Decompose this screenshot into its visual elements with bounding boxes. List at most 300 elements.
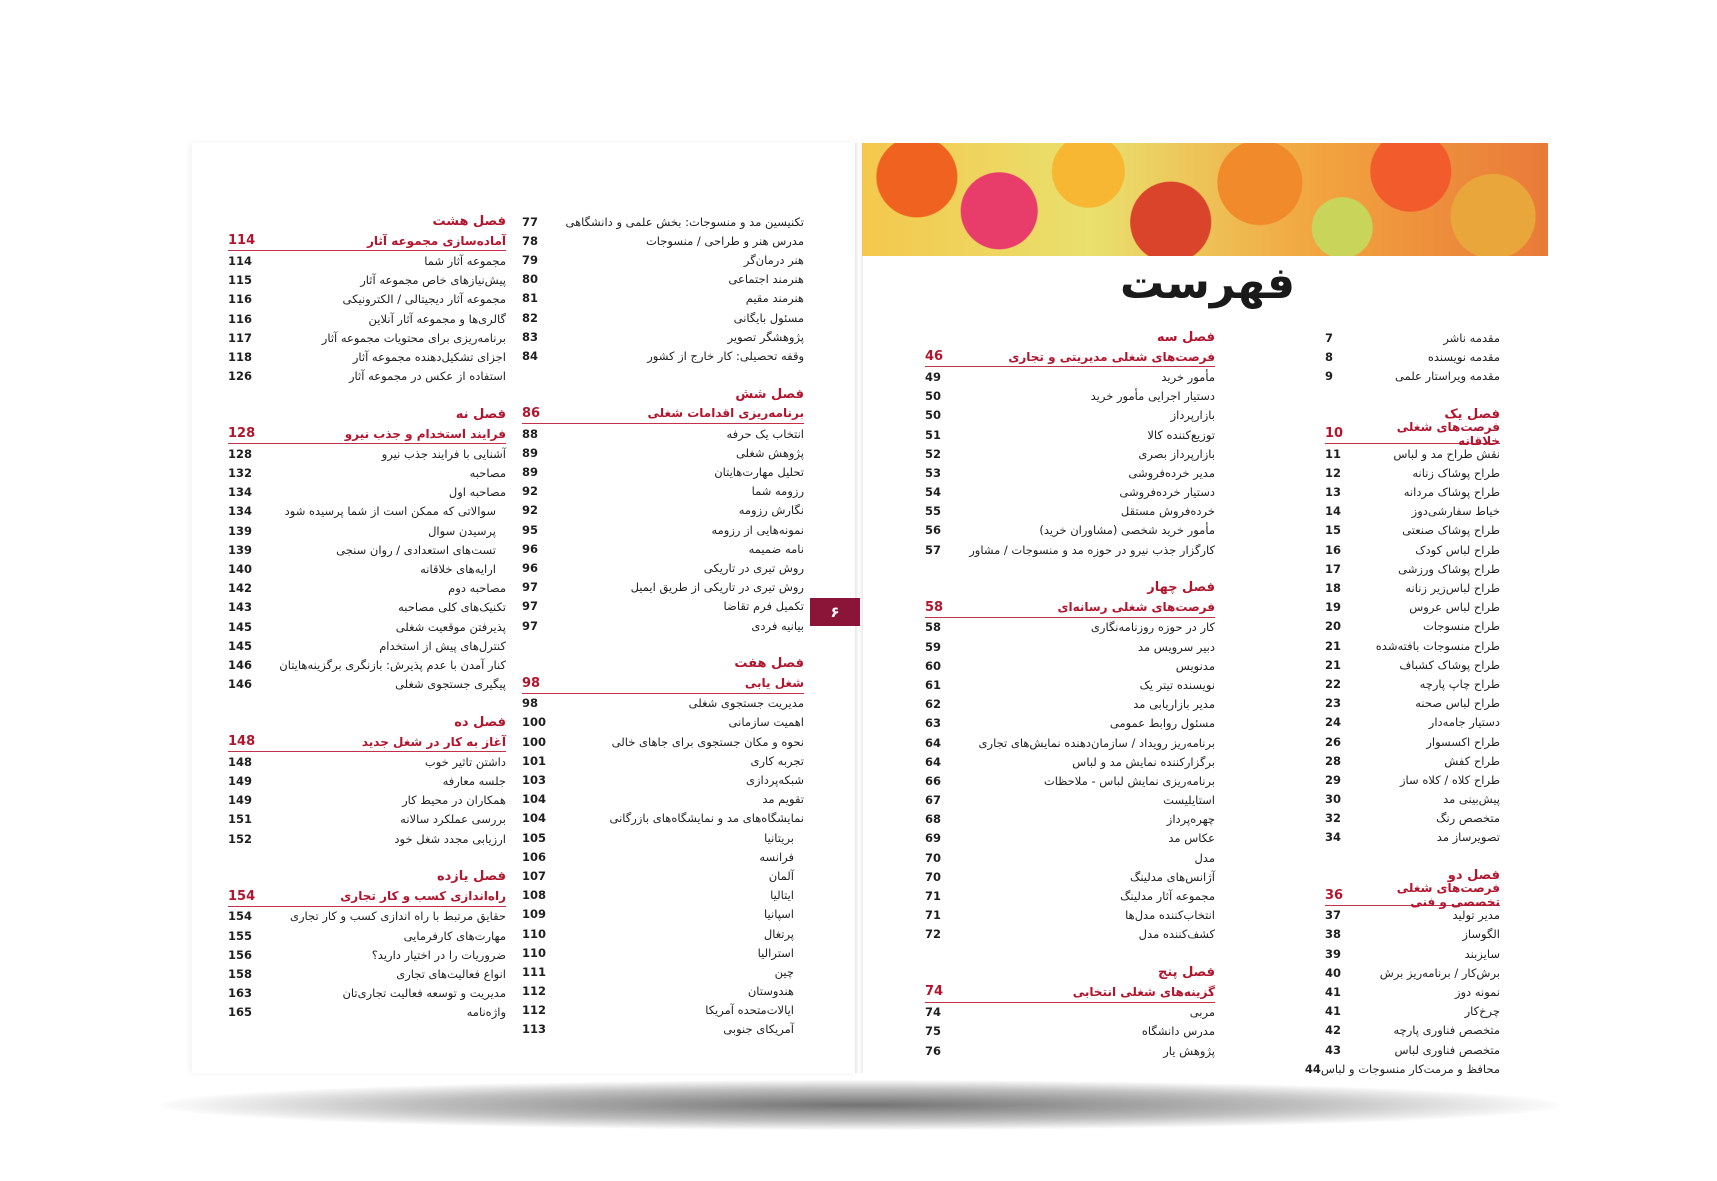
toc-entry-page: 20 — [1325, 619, 1342, 634]
toc-entry-page: 116 — [228, 292, 253, 307]
toc-entry — [522, 212, 804, 231]
toc-entry-title: مدیر بازاریابی مد — [1133, 697, 1215, 712]
toc-entry-title: هنرمند مقیم — [745, 291, 804, 306]
chapter-page-number: 128 — [228, 426, 256, 442]
toc-entry-page: 17 — [1325, 561, 1342, 576]
toc-entry-page: 61 — [925, 677, 942, 692]
toc-entry — [925, 637, 1215, 656]
toc-entry-page: 30 — [1325, 792, 1342, 807]
toc-entry-page: 40 — [1325, 965, 1342, 980]
toc-entry-title: مقدمه ویراستار علمی — [1394, 368, 1500, 383]
toc-entry — [1304, 1059, 1500, 1078]
toc-entry-title: مدرس دانشگاه — [1141, 1024, 1215, 1039]
toc-entry-title: متخصص رنگ — [1436, 811, 1500, 826]
spacer — [228, 386, 506, 405]
toc-entry — [925, 1041, 1215, 1060]
toc-entry-page: 12 — [1325, 465, 1342, 480]
toc-entry — [522, 539, 804, 558]
chapter-page-number: 148 — [228, 734, 256, 750]
toc-entry — [925, 483, 1215, 502]
toc-entry-title: فرانسه — [759, 849, 794, 864]
toc-entry — [228, 655, 506, 674]
toc-entry-title: چین — [774, 964, 794, 979]
toc-entry — [228, 617, 506, 636]
toc-entry-title: مدیر خرده‌فروشی — [1128, 465, 1215, 480]
toc-entry-title: مأمور خرید — [1161, 369, 1215, 384]
chapter-label: فصل پنج — [1157, 965, 1215, 981]
toc-entry-title: طراح لباس صحنه — [1415, 696, 1500, 711]
toc-entry-page: 154 — [228, 909, 253, 924]
page-number-badge: ۶ — [810, 598, 860, 626]
toc-entry — [228, 328, 506, 347]
toc-entry-page: 54 — [925, 485, 942, 500]
chapter-page-number: 154 — [228, 888, 256, 904]
toc-entry-title: تکمیل فرم تقاضا — [723, 599, 804, 614]
chapter-title: فرصت‌های شغلی رسانه‌ای — [1057, 600, 1215, 615]
toc-entry — [1325, 521, 1500, 540]
toc-entry-page: 59 — [925, 639, 942, 654]
toc-entry-title: سایزبند — [1464, 946, 1500, 961]
toc-entry-page: 97 — [522, 599, 539, 614]
toc-entry-title: طراح لباس‌زیر زنانه — [1405, 581, 1500, 596]
toc-entry — [1325, 655, 1500, 674]
chapter-title-row — [228, 424, 506, 444]
toc-entry — [925, 1003, 1215, 1022]
toc-entry-title: گالری‌ها و مجموعه آثار آنلاین — [368, 311, 506, 326]
toc-entry-page: 89 — [522, 445, 539, 460]
toc-entry — [1325, 713, 1500, 732]
chapter-page-number: 114 — [228, 233, 256, 249]
toc-entry-title: روش تیری در تاریکی از طریق ایمیل — [630, 580, 804, 595]
toc-entry — [228, 347, 506, 366]
toc-entry-page: 67 — [925, 793, 942, 808]
toc-entry-title: بیانیه فردی — [751, 618, 804, 633]
toc-entry-title: برش‌کار / برنامه‌ریز برش — [1379, 965, 1500, 980]
toc-entry-page: 41 — [1325, 1004, 1342, 1019]
toc-entry-page: 88 — [522, 426, 539, 441]
chapter-title: فرصت‌های شغلی خلاقانه — [1396, 419, 1500, 448]
toc-entry-page: 139 — [228, 523, 253, 538]
toc-entry-page: 43 — [1325, 1042, 1342, 1057]
toc-entry — [228, 636, 506, 655]
toc-entry-title: محافظ و مرمت‌کار منسوجات و لباس — [1320, 1061, 1500, 1076]
toc-entry-title: متخصص فناوری پارچه — [1393, 1023, 1500, 1038]
spacer — [925, 559, 1215, 578]
toc-entry-title: ارزیابی مجدد شغل خود — [394, 831, 506, 846]
page-title: فهرست — [1120, 258, 1296, 309]
toc-entry-title: ارایه‌های خلاقانه — [420, 561, 496, 576]
toc-entry — [925, 1022, 1215, 1041]
toc-entry-title: خیاط سفارشی‌دوز — [1411, 504, 1500, 519]
chapter-page-number: 74 — [925, 984, 944, 1000]
toc-entry — [1325, 540, 1500, 559]
toc-entry-title: اجزای تشکیل‌دهنده مجموعه آثار — [352, 349, 506, 364]
toc-entry — [925, 521, 1215, 540]
toc-entry-page: 74 — [925, 1005, 942, 1020]
toc-entry — [925, 867, 1215, 886]
toc-entry-title: مدیر تولید — [1452, 908, 1500, 923]
toc-entry-title: طراح پوشاک صنعتی — [1402, 523, 1500, 538]
toc-entry-page: 145 — [228, 619, 253, 634]
toc-entry-page: 96 — [522, 560, 539, 575]
toc-entry-title: آشنایی با فرایند جذب نیرو — [381, 446, 506, 461]
toc-entry — [1325, 483, 1500, 502]
toc-entry — [1325, 674, 1500, 693]
toc-entry-page: 158 — [228, 966, 253, 981]
toc-entry-page: 92 — [522, 503, 539, 518]
toc-entry-title: وقفه تحصیلی: کار خارج از کشور — [647, 348, 804, 363]
toc-entry-title: بازارپرداز — [1170, 408, 1215, 423]
toc-entry-title: رزومه شما — [751, 484, 804, 499]
toc-entry-page: 139 — [228, 542, 253, 557]
chapter-page-number: 86 — [522, 405, 541, 421]
chapter-title: راه‌اندازی کسب و کار تجاری — [340, 889, 506, 904]
toc-entry-title: طراح اکسسوار — [1426, 734, 1500, 749]
toc-entry-title: کار در حوزه روزنامه‌نگاری — [1090, 620, 1215, 635]
chapter-label: فصل دو — [1447, 868, 1500, 884]
toc-column-right-2 — [925, 328, 1215, 1060]
toc-entry — [1325, 790, 1500, 809]
chapter-title: برنامه‌ریزی اقدامات شغلی — [647, 406, 804, 421]
toc-entry-page: 100 — [522, 734, 547, 749]
toc-entry — [522, 751, 804, 770]
toc-entry-page: 140 — [228, 561, 253, 576]
toc-entry-page: 81 — [522, 291, 539, 306]
toc-entry-page: 142 — [228, 581, 253, 596]
toc-entry-title: پژوهشگر تصویر — [727, 329, 804, 344]
toc-entry — [925, 791, 1215, 810]
toc-entry-page: 101 — [522, 753, 547, 768]
toc-entry-title: پیش‌بینی مد — [1443, 792, 1500, 807]
toc-entry — [522, 308, 804, 327]
toc-entry-title: استفاده از عکس در مجموعه آثار — [349, 369, 506, 384]
toc-entry-title: تصویرساز مد — [1436, 830, 1500, 845]
toc-entry — [522, 250, 804, 269]
toc-entry-page: 156 — [228, 947, 253, 962]
toc-entry-title: سوالاتی که ممکن است از شما پرسیده شود — [284, 504, 496, 519]
toc-entry-page: 21 — [1325, 638, 1342, 653]
toc-entry-page: 112 — [522, 984, 547, 999]
toc-entry-title: مجموعه آثار دیجیتالی / الکترونیکی — [342, 292, 506, 307]
toc-entry-page: 92 — [522, 484, 539, 499]
toc-entry-page: 106 — [522, 849, 547, 864]
chapter-title: شغل یابی — [744, 676, 804, 691]
toc-entry — [925, 387, 1215, 406]
toc-entry — [1325, 809, 1500, 828]
toc-entry — [228, 752, 506, 771]
toc-entry-page: 29 — [1325, 772, 1342, 787]
toc-entry-title: انتخاب‌کننده مدل‌ها — [1125, 908, 1215, 923]
toc-entry-page: 7 — [1325, 330, 1334, 345]
toc-entry — [925, 771, 1215, 790]
toc-entry-page: 95 — [522, 522, 539, 537]
toc-entry — [522, 1001, 804, 1020]
chapter-title: آماده‌سازی مجموعه آثار — [366, 233, 506, 248]
chapter-title-row — [228, 887, 506, 907]
toc-entry — [228, 1003, 506, 1022]
toc-entry — [1325, 694, 1500, 713]
toc-entry-title: نامه ضمیمه — [748, 541, 804, 556]
toc-entry-title: مصاحبه اول — [448, 485, 506, 500]
toc-entry-title: دستیار جامه‌دار — [1428, 715, 1500, 730]
toc-entry-page: 98 — [522, 696, 539, 711]
toc-entry — [228, 463, 506, 482]
chapter-title: فرایند استخدام و جذب نیرو — [344, 426, 506, 441]
toc-entry-title: طراح کفش — [1444, 753, 1500, 768]
toc-entry — [228, 598, 506, 617]
toc-entry-page: 97 — [522, 580, 539, 595]
toc-entry — [522, 847, 804, 866]
toc-entry-title: طراح منسوجات — [1422, 619, 1500, 634]
chapter-label: فصل هشت — [432, 214, 506, 229]
toc-entry-title: کنار آمدن با عدم پذیرش: بازنگری برگزینه‌هایتان — [279, 657, 506, 672]
toc-entry-title: همکاران در محیط کار — [402, 793, 506, 808]
toc-entry-page: 53 — [925, 465, 942, 480]
toc-entry-title: مأمور خرید شخصی (مشاوران خرید) — [1039, 523, 1215, 538]
toc-entry — [522, 482, 804, 501]
toc-entry — [228, 964, 506, 983]
toc-entry-page: 96 — [522, 541, 539, 556]
toc-entry-title: آژانس‌های مدلینگ — [1130, 869, 1215, 884]
toc-entry-page: 152 — [228, 831, 253, 846]
chapter-title-row — [228, 732, 506, 752]
toc-entry — [522, 231, 804, 250]
toc-entry-page: 110 — [522, 945, 547, 960]
toc-entry-page: 79 — [522, 252, 539, 267]
toc-entry — [522, 346, 804, 365]
toc-entry-page: 15 — [1325, 523, 1342, 538]
toc-entry — [228, 907, 506, 926]
toc-entry-page: 37 — [1325, 908, 1342, 923]
toc-entry — [1325, 828, 1500, 847]
toc-entry-page: 68 — [925, 812, 942, 827]
toc-entry-title: تقویم مد — [762, 792, 804, 807]
toc-entry-title: طراح پوشاک زنانه — [1412, 465, 1500, 480]
toc-entry-page: 151 — [228, 812, 253, 827]
toc-entry-page: 13 — [1325, 485, 1342, 500]
toc-entry — [522, 1020, 804, 1039]
toc-entry-title: آمریکای جنوبی — [723, 1022, 794, 1037]
chapter-page-number: 10 — [1325, 426, 1344, 442]
toc-entry — [925, 886, 1215, 905]
toc-entry — [228, 791, 506, 810]
book-shadow — [160, 1080, 1560, 1130]
toc-entry-page: 28 — [1325, 753, 1342, 768]
toc-entry — [925, 695, 1215, 714]
toc-entry — [925, 848, 1215, 867]
toc-entry-page: 82 — [522, 310, 539, 325]
toc-entry — [228, 367, 506, 386]
toc-entry-page: 9 — [1325, 368, 1334, 383]
floral-banner-image — [862, 143, 1548, 256]
toc-entry-title: طراح پوشاک مردانه — [1403, 485, 1500, 500]
toc-entry — [925, 714, 1215, 733]
toc-entry-page: 55 — [925, 504, 942, 519]
chapter-title-row — [925, 598, 1215, 618]
toc-entry-page: 58 — [925, 620, 942, 635]
toc-entry-title: برنامه‌ریزی برای محتویات مجموعه آثار — [321, 330, 506, 345]
toc-entry-page: 69 — [925, 831, 942, 846]
toc-entry-page: 128 — [228, 446, 253, 461]
toc-entry-page: 75 — [925, 1024, 942, 1039]
toc-entry-page: 19 — [1325, 600, 1342, 615]
toc-entry-title: کارگزار جذب نیرو در حوزه مد و منسوجات / مشاور — [969, 542, 1215, 557]
toc-entry — [522, 616, 804, 635]
toc-entry — [1325, 598, 1500, 617]
toc-entry — [522, 982, 804, 1001]
toc-entry-title: تجربه کاری — [750, 753, 804, 768]
toc-entry-title: مدرس هنر و طراحی / منسوجات — [645, 233, 804, 248]
toc-entry-title: الگوساز — [1462, 927, 1500, 942]
spacer — [1325, 386, 1500, 405]
toc-entry-title: طراح منسوجات بافته‌شده — [1375, 638, 1500, 653]
toc-entry-page: 146 — [228, 677, 253, 692]
toc-entry-page: 111 — [522, 964, 547, 979]
chapter-title-row — [1325, 419, 1500, 448]
toc-entry — [522, 520, 804, 539]
toc-entry-page: 107 — [522, 868, 547, 883]
toc-entry-title: طراح چاپ پارچه — [1419, 676, 1500, 691]
toc-entry-page: 44 — [1304, 1061, 1321, 1076]
toc-entry-title: داشتن تاثیر خوب — [424, 754, 506, 769]
toc-entry-title: طراح لباس عروس — [1409, 600, 1500, 615]
toc-entry — [228, 829, 506, 848]
toc-entry-page: 117 — [228, 330, 253, 345]
toc-entry — [1325, 1040, 1500, 1059]
toc-entry-title: نقش طراح مد و لباس — [1393, 446, 1500, 461]
toc-entry-page: 38 — [1325, 927, 1342, 942]
toc-entry-title: تست‌های استعدادی / روان سنجی — [336, 542, 496, 557]
toc-entry-page: 104 — [522, 792, 547, 807]
toc-entry — [1325, 559, 1500, 578]
toc-entry-title: تکنیسین مد و منسوجات: بخش علمی و دانشگاهی — [565, 214, 804, 229]
toc-entry — [925, 463, 1215, 482]
toc-entry-page: 26 — [1325, 734, 1342, 749]
toc-entry — [925, 367, 1215, 386]
toc-column-right-1 — [1304, 328, 1500, 1078]
toc-entry — [228, 675, 506, 694]
toc-entry-page: 97 — [522, 618, 539, 633]
chapter-title-row — [1325, 881, 1500, 910]
toc-entry — [1325, 982, 1500, 1001]
toc-entry-title: تحلیل مهارت‌هایتان — [714, 465, 804, 480]
toc-entry — [228, 984, 506, 1003]
toc-entry-page: 56 — [925, 523, 942, 538]
toc-entry — [1325, 944, 1500, 963]
spacer — [522, 366, 804, 385]
toc-entry — [1325, 770, 1500, 789]
toc-entry — [228, 290, 506, 309]
toc-entry — [925, 675, 1215, 694]
chapter-label: فصل هفت — [734, 656, 804, 672]
toc-entry — [925, 444, 1215, 463]
chapter-label: فصل شش — [735, 386, 804, 402]
toc-entry — [522, 578, 804, 597]
toc-entry-title: نویسنده تیتر یک — [1139, 677, 1215, 692]
toc-entry-title: پرسیدن سوال — [428, 523, 496, 538]
toc-entry — [522, 905, 804, 924]
toc-entry-title: مجموعه آثار شما — [424, 253, 506, 268]
toc-entry-page: 105 — [522, 830, 547, 845]
chapter-title: فرصت‌های شغلی تخصصی و فنی — [1396, 881, 1500, 910]
toc-entry-page: 100 — [522, 715, 547, 730]
toc-entry-page: 83 — [522, 329, 539, 344]
toc-entry — [1325, 751, 1500, 770]
toc-entry-title: مجموعه آثار مدلینگ — [1120, 889, 1215, 904]
toc-entry-page: 115 — [228, 273, 253, 288]
toc-entry — [228, 483, 506, 502]
toc-entry-page: 155 — [228, 928, 253, 943]
toc-entry-title: دبیر سرویس مد — [1137, 639, 1215, 654]
toc-entry — [522, 713, 804, 732]
toc-entry-title: نمونه‌هایی از رزومه — [711, 522, 804, 537]
chapter-title: فرصت‌های شغلی مدیریتی و تجاری — [1008, 349, 1215, 364]
toc-entry-page: 34 — [1325, 830, 1342, 845]
toc-entry-title: آلمان — [768, 868, 794, 883]
chapter-label: فصل سه — [1156, 330, 1215, 345]
toc-entry-page: 64 — [925, 735, 942, 750]
toc-entry — [522, 828, 804, 847]
toc-entry — [1325, 347, 1500, 366]
toc-entry — [522, 732, 804, 751]
toc-entry-page: 50 — [925, 408, 942, 423]
toc-entry-title: نگارش رزومه — [738, 503, 804, 518]
toc-entry-page: 23 — [1325, 696, 1342, 711]
toc-entry — [522, 270, 804, 289]
toc-entry-page: 163 — [228, 986, 253, 1001]
chapter-label: فصل یازده — [436, 869, 506, 885]
toc-entry — [522, 327, 804, 346]
toc-entry — [1325, 502, 1500, 521]
toc-entry-title: برنامه‌ریزی نمایش لباس - ملاحظات — [1043, 773, 1215, 788]
toc-entry — [228, 945, 506, 964]
toc-entry-page: 76 — [925, 1043, 942, 1058]
toc-entry-page: 71 — [925, 889, 942, 904]
chapter-title-row — [522, 674, 804, 694]
toc-entry-title: جلسه معارفه — [442, 774, 506, 789]
toc-entry — [228, 810, 506, 829]
toc-entry — [228, 771, 506, 790]
toc-entry — [228, 579, 506, 598]
toc-entry-page: 89 — [522, 465, 539, 480]
chapter-page-number: 46 — [925, 349, 944, 365]
toc-entry — [1325, 463, 1500, 482]
toc-entry-page: 66 — [925, 773, 942, 788]
toc-entry — [228, 559, 506, 578]
chapter-title-row — [522, 404, 804, 424]
toc-entry — [228, 521, 506, 540]
toc-entry-page: 149 — [228, 774, 253, 789]
toc-entry-title: طراح کلاه / کلاه ساز — [1399, 772, 1500, 787]
toc-entry-page: 104 — [522, 811, 547, 826]
toc-entry-title: بازارپرداز بصری — [1138, 446, 1215, 461]
chapter-page-number: 36 — [1325, 887, 1344, 903]
toc-entry-title: بریتانیا — [764, 830, 794, 845]
toc-entry-title: مسئول بایگانی — [733, 310, 804, 325]
toc-entry-title: شبکه‌پردازی — [745, 773, 804, 788]
toc-entry-title: دستیار خرده‌فروشی — [1119, 485, 1215, 500]
toc-entry — [1325, 328, 1500, 347]
toc-entry-title: مدل — [1194, 850, 1215, 865]
toc-entry-title: پذیرفتن موقعیت شغلی — [395, 619, 506, 634]
toc-entry-title: مصاحبه — [469, 466, 506, 481]
toc-entry-page: 145 — [228, 638, 253, 653]
spacer — [1325, 847, 1500, 866]
toc-entry — [228, 251, 506, 270]
toc-entry-page: 116 — [228, 311, 253, 326]
toc-entry — [1325, 906, 1500, 925]
spacer — [228, 848, 506, 867]
